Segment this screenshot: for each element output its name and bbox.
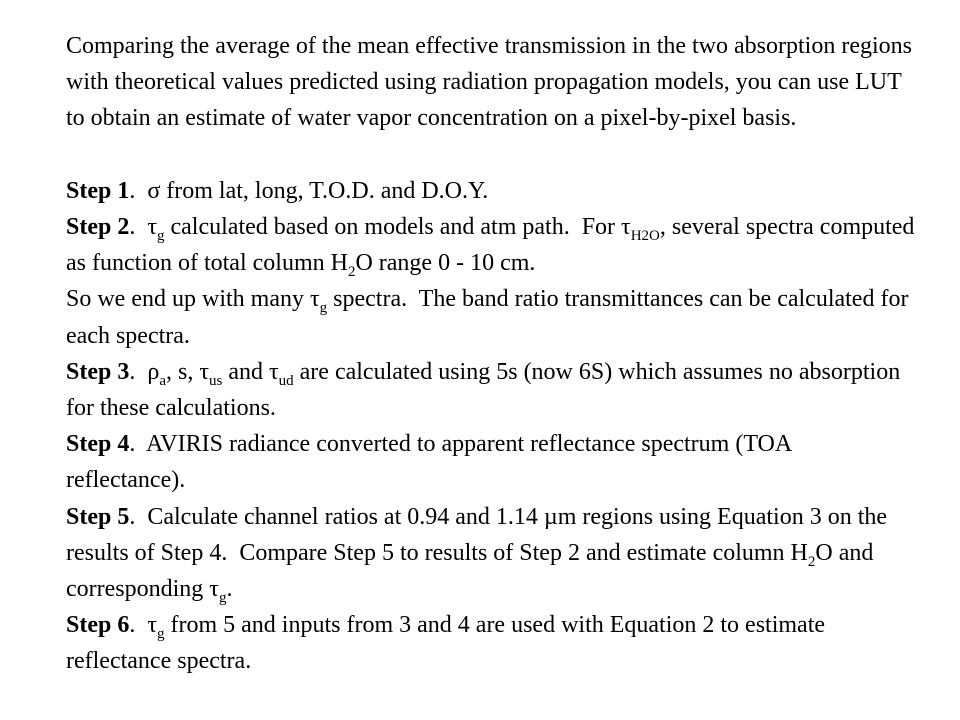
step-3-text-c: are calculated using 5s (now 6S) which assumes no absorption for these calculations.: [66, 358, 901, 422]
step-2-line2-b: spectra. The band ratio transmittances can be calculated for each spectra.: [66, 286, 915, 349]
step-2-sep: .: [129, 214, 148, 240]
step-4-sep: .: [129, 431, 147, 458]
intro-paragraph: Comparing the average of the mean effective transmission in the two absorption regions with theoretical values predicted using radiation propagation models, you can use LUT to obtain an estimate of water vapor concentration on a pixel-by-pixel basis.: [66, 33, 912, 132]
subscript-g: g: [319, 300, 328, 317]
sigma-symbol: σ: [147, 177, 161, 204]
subscript-2: 2: [807, 553, 816, 570]
step-2-continuation: [66, 281, 916, 353]
step-3: [66, 354, 916, 426]
step-3-label: Step 3: [66, 358, 130, 385]
tau-symbol: τ: [209, 576, 219, 603]
step-6: [66, 607, 916, 679]
step-5: [66, 499, 916, 608]
step-2: [66, 209, 916, 281]
step-6-label: Step 6: [66, 612, 130, 639]
step-2-label: Step 2: [66, 214, 130, 240]
tau-symbol: τ: [147, 612, 157, 639]
step-6-text: from 5 and inputs from 3 and 4 are used with Equation 2 to estimate reflectance spectra.: [66, 612, 826, 675]
step-2-line2-a: So we end up with many: [66, 286, 310, 313]
step-4-text: AVIRIS radiance converted to apparent reflectance spectrum (TOA reflectance).: [66, 431, 791, 494]
step-6-sep: .: [129, 612, 148, 639]
step-2-text-a: calculated based on models and atm path. For: [164, 214, 622, 240]
subscript-us: us: [209, 372, 223, 389]
slide-body: [66, 28, 916, 680]
step-5-sep: .: [129, 503, 148, 530]
step-5-label: Step 5: [66, 503, 130, 530]
subscript-g: g: [157, 626, 165, 643]
tau-symbol: τ: [621, 214, 631, 240]
step-5-text-b: O and corresponding: [66, 539, 874, 603]
rho-symbol: ρ: [147, 358, 160, 385]
tau-symbol: τ: [269, 358, 279, 385]
subscript-g: g: [157, 228, 165, 244]
tau-symbol: τ: [199, 358, 209, 385]
step-2-text-c: O range 0 - 10 cm.: [355, 250, 536, 277]
step-2-text-b: , several spectra computed as function of total column H: [66, 214, 915, 277]
step-4: [66, 426, 916, 498]
tau-symbol: τ: [309, 286, 320, 313]
paragraph-spacer: [66, 137, 916, 173]
subscript-g: g: [218, 590, 227, 607]
subscript-a: a: [159, 372, 166, 389]
step-3-text-a: , s,: [166, 358, 200, 385]
step-4-label: Step 4: [66, 431, 130, 458]
step-3-text-b: and: [222, 358, 269, 385]
step-1-sep: .: [129, 177, 148, 204]
step-5-text-a: Calculate channel ratios at 0.94 and 1.14 µm regions using Equation 3 on the results of Step 4. Compare Step 5 to results of Step 2 and estimate column H: [66, 503, 894, 566]
subscript-2: 2: [347, 264, 356, 281]
subscript-h2o: H2O: [630, 228, 660, 244]
step-3-sep: .: [129, 358, 148, 385]
step-1-text: from lat, long, T.O.D. and D.O.Y.: [160, 177, 489, 204]
subscript-ud: ud: [278, 372, 294, 389]
step-1: [66, 173, 916, 209]
step-1-label: Step 1: [66, 177, 130, 204]
step-5-text-c: .: [226, 576, 233, 603]
tau-symbol: τ: [147, 214, 157, 240]
